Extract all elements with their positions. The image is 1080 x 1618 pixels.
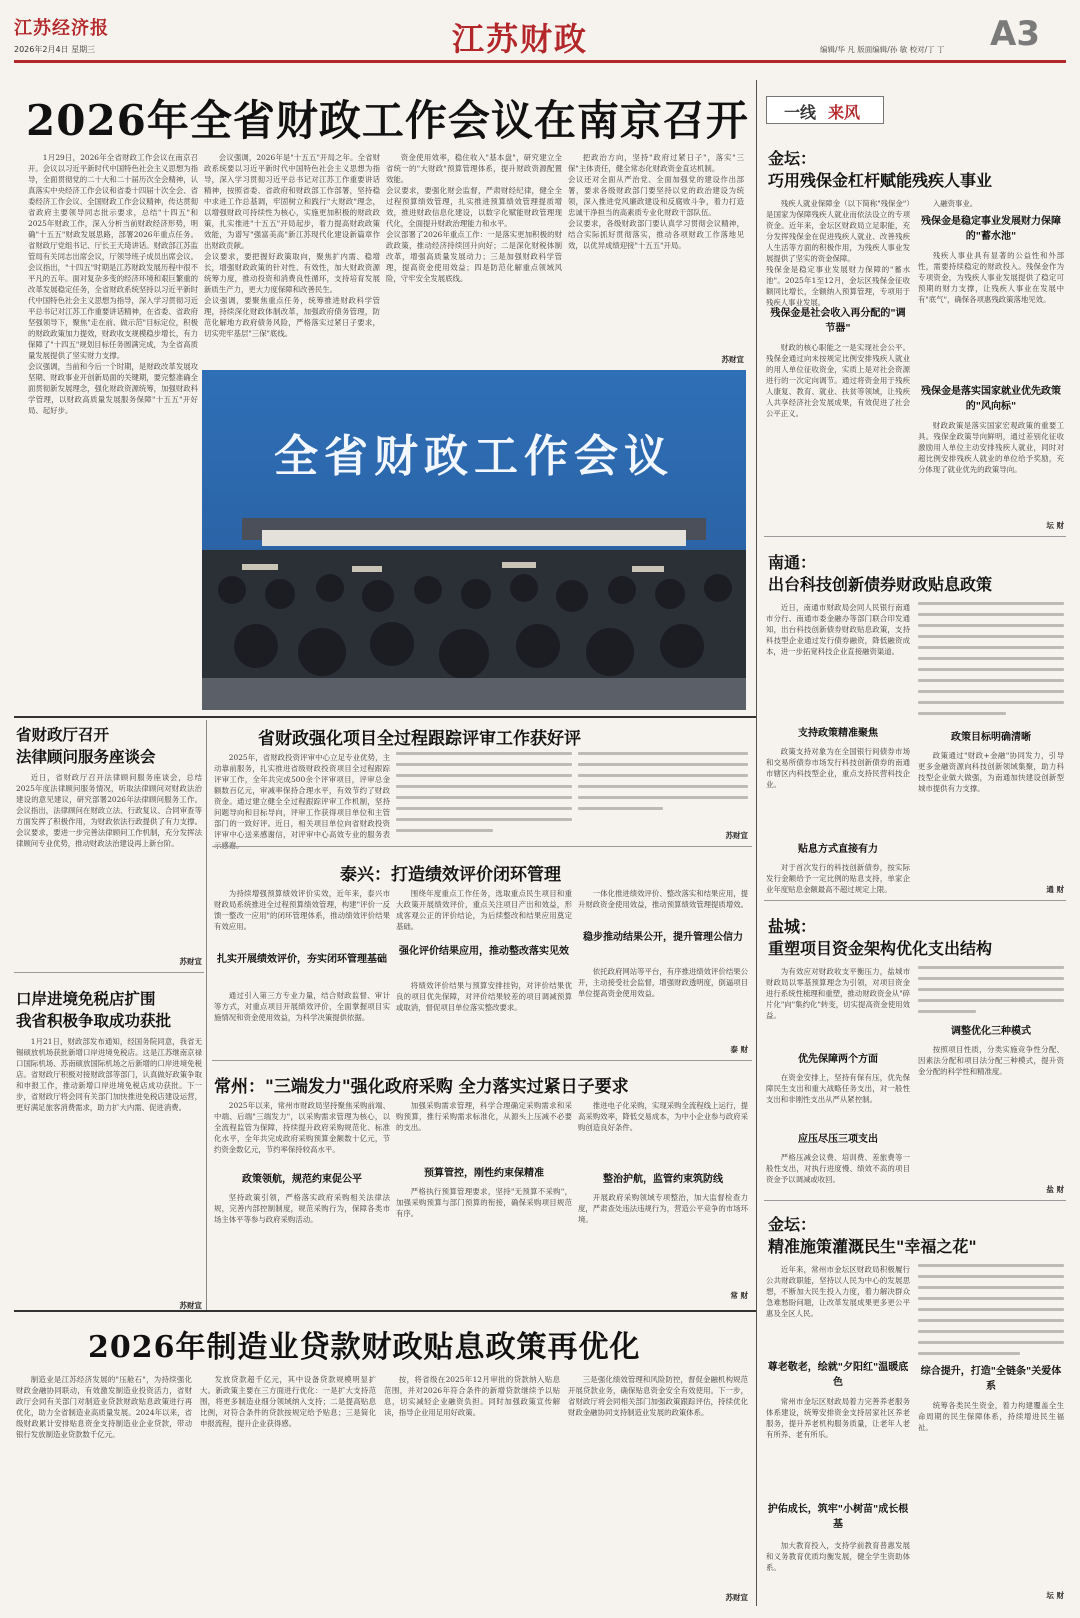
r3-body-d: 按照项目性质，分类实施竞争性分配、因素法分配和项目法分配三种模式，提升资金分配的科学性和精准度。 bbox=[918, 1045, 1064, 1076]
mid2-byline: 泰 财 bbox=[730, 1045, 748, 1054]
ml-story1-body bbox=[16, 772, 202, 956]
lead-col-1 bbox=[28, 152, 198, 708]
r3-body-b: 在资金安排上，坚持有保有压，优先保障民生支出和重大战略任务支出，对一般性支出和非刚性支出从严从紧控制。 bbox=[766, 1073, 910, 1104]
mid2-sub-2-text: 强化评价结果应用，推动整改落实见效 bbox=[399, 946, 569, 957]
lead-col-3 bbox=[386, 152, 562, 367]
r2-sub-1: 支持政策精准聚焦 bbox=[798, 728, 878, 739]
right-rail-divider bbox=[756, 80, 757, 1606]
r2-col-2b bbox=[918, 750, 1064, 880]
r4-col-2-filler bbox=[918, 1264, 1064, 1355]
mid2-title: 泰兴：打造绩效评价闭环管理 bbox=[340, 865, 561, 885]
lead-col-4 bbox=[568, 152, 744, 352]
conference-photo bbox=[202, 370, 746, 710]
kicker-pre: 一线 bbox=[784, 103, 817, 122]
r2-col-2 bbox=[918, 602, 1064, 722]
mid3-col-1b-text: 坚持政策引领，严格落实政府采购相关法律法规，完善内部控制制度，规范采购行为，保障各类市场主体平等参与政府采购活动。 bbox=[214, 1193, 390, 1224]
r4-body-b: 常州市金坛区财政局着力完善养老服务体系建设，统筹安排资金支持居家社区养老服务，提升养老机构服务质量，让老年人老有所养、老有所乐。 bbox=[766, 1397, 910, 1439]
ml-story2-body bbox=[16, 1036, 202, 1296]
mid3-col-3-text: 推进电子化采购，实现采购全流程线上运行，提高采购效率，降低交易成本，为中小企业参与政府采购创造良好条件。 bbox=[578, 1101, 749, 1132]
r1-title-2: 巧用残保金杠杆赋能残疾人事业 bbox=[768, 171, 993, 190]
r4-title-1: 金坛： bbox=[768, 1215, 817, 1234]
mid3-col-1-text: 2025年以来，常州市财政局坚持聚焦采购前端、中端、后端"三端发力"，以采购需求管理为核心，以全流程监管为保障，持续提升政府采购规范化、标准化水平，全年共完成政府采购预算金额数十亿元，节约资金数亿元，节约率保持较高水平。 bbox=[214, 1101, 390, 1154]
r3-sub-3: 调整优化三种模式 bbox=[951, 1026, 1031, 1037]
r1-col-1 bbox=[766, 198, 910, 307]
bottom-col-3 bbox=[384, 1374, 560, 1602]
r3-body-c: 严格压减会议费、培训费、差旅费等一般性支出，对执行进度慢、绩效不高的项目资金予以调减或收回。 bbox=[766, 1153, 910, 1184]
ml-story1-byline: 苏财宣 bbox=[179, 957, 202, 966]
mid2-col-2-text: 围绕年度重点工作任务，选取重点民生项目和重大政策开展绩效评价，重点关注项目产出和效益，形成客观公正的评价结论，为后续整改和结果应用奠定基础。 bbox=[396, 889, 572, 931]
mid2-col-2b-text: 将绩效评价结果与预算安排挂钩，对评价结果优良的项目优先保障，对评价结果较差的项目调减预算或取消，督促项目单位落实整改要求。 bbox=[396, 981, 572, 1012]
mid2-col-3 bbox=[578, 888, 748, 928]
r2-sub-2: 贴息方式直接有力 bbox=[798, 844, 878, 855]
r1-body-d: 残疾人事业具有显著的公益性和外部性，需要持续稳定的财政投入。残保金作为专项资金，为残疾人事业发展提供了稳定可预期的财力支撑，让残疾人事业在发展中有"底气"，确保各项惠残政策落地见效。 bbox=[918, 251, 1064, 304]
r3-col-1c bbox=[766, 1152, 910, 1186]
bottom-col-2 bbox=[200, 1374, 376, 1602]
r2-byline: 通 财 bbox=[1046, 885, 1064, 894]
mid1-rule bbox=[212, 846, 752, 847]
r1-sub-2-text: 残保金是稳定事业发展财力保障的"蓄水池" bbox=[921, 216, 1061, 242]
r2-col-1b bbox=[766, 746, 910, 836]
bottom-section-rule bbox=[14, 1310, 756, 1312]
mid2-col-1 bbox=[214, 888, 390, 948]
r3-title-2: 重塑项目资金架构优化支出结构 bbox=[768, 939, 993, 958]
mid3-col-2b-text: 严格执行预算管理要求，坚持"无预算不采购"，加强采购预算与部门预算的衔接，确保采购项目规范有序。 bbox=[396, 1187, 572, 1218]
r4-sub-3-text: 综合提升，打造"全链条"关爱体系 bbox=[920, 1366, 1062, 1392]
r1-sub-3-text: 残保金是落实国家就业优先政策的"风向标" bbox=[921, 386, 1061, 412]
r1-bottom-rule bbox=[764, 536, 1066, 537]
mid3-col-1 bbox=[214, 1100, 390, 1168]
r4-sub-2-text: 护佑成长，筑牢"小树苗"成长根基 bbox=[767, 1504, 909, 1530]
section-title: 江苏财政 bbox=[452, 20, 589, 58]
mid2-sub-3 bbox=[578, 930, 748, 945]
mid1-col-3 bbox=[578, 752, 748, 828]
r2-body-a: 近日，南通市财政局会同人民银行南通市分行、南通市委金融办等部门联合印发通知，出台科技创新债券财政贴息政策，支持科技型企业通过发行债券融资，降低融资成本，进一步拓宽科技企业直接融资渠道。 bbox=[766, 603, 910, 656]
ml-story1-text: 近日，省财政厅召开法律顾问服务座谈会，总结2025年度法律顾问服务情况，听取法律顾问对财政法治建设的意见建议，研究部署2026年法律顾问服务工作。会议指出，法律顾问在财政立法、行政复议、合同审查等方面发挥了积极作用，为财政依法行政提供了有力支撑。会议要求，要进一步完善法律顾问工作机制，充分发挥法律顾问专业优势，推动财政法治建设再上新台阶。 bbox=[16, 773, 202, 848]
r2-title-1: 南通： bbox=[768, 553, 817, 572]
lead-bottom-rule bbox=[14, 716, 756, 718]
r2-body-d: 政策通过"财政+金融"协同发力，引导更多金融资源向科技创新领域集聚，助力科技型企业做大做强，为南通加快建设创新型城市提供有力支撑。 bbox=[918, 751, 1064, 793]
mid2-col-3-text: 一体化推进绩效评价、整改落实和结果应用，提升财政资金使用效益，推动预算绩效管理提质增效。 bbox=[578, 889, 749, 909]
r3-col-2 bbox=[918, 966, 1064, 1018]
bottom-col-4 bbox=[568, 1374, 748, 1588]
mid1-col-2 bbox=[396, 752, 572, 840]
mid2-col-2b bbox=[396, 980, 572, 1054]
photo-rostrum-table bbox=[262, 530, 686, 546]
mid3-sub-2: 预算管控，刚性约束保精准 bbox=[424, 1168, 544, 1179]
masthead bbox=[0, 0, 1080, 70]
r4-col-1c bbox=[766, 1540, 910, 1600]
r2-body-b: 政策支持对象为在全国银行间债券市场和交易所债券市场发行科技创新债券的南通市辖区内科技型企业，重点支持民营科技企业。 bbox=[766, 747, 910, 789]
mid3-col-3b-text: 开展政府采购领域专项整治，加大监督检查力度，严肃查处违法违规行为，营造公平竞争的市场环境。 bbox=[578, 1193, 748, 1224]
r1-body-b: 财政的核心职能之一是实现社会公平。残保金通过向未按规定比例安排残疾人就业的用人单位征收资金，实质上是对社会资源进行的一次定向调节。通过将资金用于残疾人康复、教育、就业、扶贫等领域，让残疾人共享经济社会发展成果，有效促进了社会公平正义。 bbox=[766, 343, 910, 418]
bottom-byline: 苏财宣 bbox=[725, 1593, 748, 1602]
mid3-title: 常州："三端发力"强化政府采购 全力落实过紧日子要求 bbox=[214, 1077, 629, 1097]
mid3-byline: 常 财 bbox=[730, 1291, 748, 1300]
r2-sub-3: 政策目标明确清晰 bbox=[951, 732, 1031, 743]
r2-bottom-rule bbox=[764, 900, 1066, 901]
mid3-col-2-text: 加强采购需求管理，科学合理确定采购需求和采购预算，推行采购需求标准化，从源头上压减不必要的支出。 bbox=[396, 1101, 572, 1132]
mid3-col-2b bbox=[396, 1186, 572, 1288]
r4-col-2 bbox=[918, 1264, 1064, 1360]
r4-col-2b bbox=[918, 1400, 1064, 1584]
photo-audience bbox=[202, 550, 746, 710]
r1-body-c: 入融资事业。 bbox=[932, 199, 978, 208]
mid-left-divider bbox=[206, 720, 207, 1310]
r4-sub-2 bbox=[766, 1502, 910, 1532]
mid1-body: 2025年，省财政投资评审中心立足专业优势，主动靠前服务，扎实推进省级财政投资项目全过程跟踪评审工作，全年共完成500余个评审项目，评审总金额数百亿元，审减率保持合理水平，有效节约了财政资金。通过建立健全全过程跟踪评审工作机制，坚持问题导向和目标导向，评审工作获得项目单位和主管部门的一致好评。近日，相关项目单位向省财政投资评审中心送来感谢信，对评审中心高效专业的服务表 bbox=[214, 753, 390, 839]
mid3-sub-3: 整治护航，监管约束筑防线 bbox=[603, 1174, 723, 1185]
r1-body-a: 残疾人就业保障金（以下简称"残保金"）是国家为保障残疾人就业而依法设立的专项资金。近年来，金坛区财政局立足职能，充分发挥残保金在促进残疾人就业、改善残疾人生活等方面的积极作用，为残疾人事业发展提供了坚实的资金保障。 残保金是稳定事业发展财力保障的"蓄水池"。2025年1至12月，金坛区残保金征收额同比增长，全额纳入预算管理，专项用于残疾人事业发展。 bbox=[766, 199, 910, 307]
ml-story2-text: 1月21日，财政部发布通知，经国务院同意，我省无锡硕放机场获批新增口岸进境免税店。这是江苏继南京禄口国际机场、苏南硕放国际机场之后新增的口岸进境免税店。省财政厅积极对接财政部等部门，认真做好政策争取和申报工作，推动新增口岸进境免税店成功获批。下一步，省财政厅将会同有关部门加快推进免税店建设运营，更好满足旅客消费需求，助力扩大内需、促进消费。 bbox=[16, 1037, 202, 1112]
r4-sub-1 bbox=[766, 1360, 910, 1390]
masthead-rule bbox=[14, 60, 1066, 63]
r4-body-c: 加大教育投入，支持学前教育普惠发展和义务教育优质均衡发展，健全学生资助体系。 bbox=[766, 1541, 910, 1572]
lead-col-4-text: 把政治方向，坚持"政府过紧日子"，落实"三保"主体责任，健全常态化财政资金直达机制。 会议还对全面从严治党、全面加强党的建设作出部署，要求各级财政部门要坚持以党的政治建设为统领，深入推进党风廉政建设和反腐败斗争，着力打造忠诚干净担当的高素质专业化财政干部队伍。 会议要求，各级财政部门要认真学习贯彻会议精神，结合实际抓好贯彻落实，推动各项财政工作落地见效，以优异成绩迎接"十五五"开局。 bbox=[568, 153, 744, 250]
kicker-post: 来风 bbox=[828, 103, 861, 122]
r1-sub-3 bbox=[918, 384, 1064, 414]
mid1-col-1 bbox=[214, 752, 390, 840]
mid3-col-2 bbox=[396, 1100, 572, 1156]
r1-col-1b bbox=[766, 342, 910, 522]
r3-sub-1: 优先保障两个方面 bbox=[798, 1054, 878, 1065]
ml-story1-title: 省财政厅召开 法律顾问服务座谈会 bbox=[16, 726, 156, 766]
r1-sub-2 bbox=[918, 214, 1064, 244]
mid2-col-1b bbox=[214, 990, 390, 1054]
mid3-sub-1: 政策领航，规范约束促公平 bbox=[242, 1174, 362, 1185]
r4-sub-3 bbox=[918, 1364, 1064, 1394]
r4-body-a: 近年来，常州市金坛区财政局积极履行公共财政职能，坚持以人民为中心的发展思想，不断加大民生投入力度，着力解决群众急难愁盼问题，让改革发展成果更多更公平惠及全区人民。 bbox=[766, 1265, 910, 1318]
mid3-col-3b bbox=[578, 1192, 748, 1284]
lead-byline: 苏财宣 bbox=[721, 355, 744, 364]
bottom-headline: 2026年制造业贷款财政贴息政策再优化 bbox=[88, 1330, 641, 1365]
mid2-sub-1-text: 扎实开展绩效评价，夯实闭环管理基础 bbox=[217, 954, 387, 965]
r1-col-2c bbox=[918, 420, 1064, 520]
date-line: 2026年2月4日 星期三 bbox=[14, 45, 96, 54]
mid2-col-3b-text: 依托政府网站等平台，有序推进绩效评价结果公开，主动接受社会监督，增强财政透明度，倒逼项目单位提高资金使用效益。 bbox=[578, 967, 749, 998]
bottom-col-3-text: 按，将省级在2025年12月审批的贷款纳入贴息范围，并对2026年符合条件的新增贷款继续予以贴息，切实减轻企业融资负担。同时加强政策宣传解读，指导企业用足用好政策。 bbox=[384, 1375, 560, 1417]
editors-line: 编辑/华 凡 版面编辑/孙 敏 校对/丁 丁 bbox=[820, 45, 945, 54]
photo-banner-text: 全省财政工作会议 bbox=[274, 431, 674, 482]
r1-byline: 坛 财 bbox=[1046, 521, 1064, 530]
r3-sub-2: 应压尽压三项支出 bbox=[798, 1134, 878, 1145]
mid2-col-1-text: 为持续增强预算绩效评价实效，近年来，泰兴市财政局系统推进全过程预算绩效管理，构建"评价一反馈一整改一应用"的闭环管理体系，推动绩效评价结果有效应用。 bbox=[214, 889, 390, 931]
r1-sub-1 bbox=[766, 306, 910, 336]
mid2-col-2 bbox=[396, 888, 572, 940]
lead-col-2-text: 会议强调，2026年是"十五五"开局之年。全省财政系统要以习近平新时代中国特色社会主义思想为指导，深入学习贯彻习近平总书记对江苏工作重要讲话精神，按照省委、省政府和财政部工作部署，坚持稳中求进工作总基调，牢固树立和践行"大财政"理念，以增强财政可持续性为核心，实施更加积极的财政政策，扎实推进"十五五"开局起步，着力提高财政政策效能，为谱写"强富美高"新江苏现代化建设新篇章作出财政贡献。 会议要求，要把握好政策取向，聚焦扩内需、稳增长，增强财政政策的针对性、有效性，加大财政资源统筹力度，推动投资和消费良性循环，支持培育发展新质生产力，更大力度保障和改善民生。 会议强调，要聚焦重点任务，统筹推进财政科学管理，持续深化财政体制改革，加强政府债务管理，防范化解地方政府债务风险，严格落实过紧日子要求，切实兜牢基层"三保"底线。 bbox=[204, 153, 380, 338]
r4-title-2: 精准施策灌溉民生"幸福之花" bbox=[768, 1237, 977, 1256]
lead-headline: 2026年全省财政工作会议在南京召开 bbox=[26, 96, 749, 145]
mid1-title: 省财政强化项目全过程跟踪评审工作获好评 bbox=[258, 729, 581, 749]
mid1-col-2-filler bbox=[396, 752, 572, 832]
r4-body-d: 统筹各类民生资金，着力构建覆盖全生命周期的民生保障体系，持续增进民生福祉。 bbox=[918, 1401, 1064, 1432]
r2-col-2-filler bbox=[918, 602, 1064, 715]
ml-story2-title: 口岸进境免税店扩围 我省积极争取成功获批 bbox=[16, 990, 172, 1030]
r3-bottom-rule bbox=[764, 1200, 1066, 1201]
mid2-sub-3-text: 稳步推动结果公开，提升管理公信力 bbox=[583, 932, 743, 943]
r4-col-1b bbox=[766, 1396, 910, 1496]
mid1-byline: 苏财宣 bbox=[725, 831, 748, 840]
mid3-col-3 bbox=[578, 1100, 748, 1168]
lead-col-3-text: 资金使用效率，稳住收入"基本盘"，研究建立全省统一的"大财政"预算管理体系，提升财政资源配置效能。 会议要求，要强化财会监督，严肃财经纪律，健全全过程预算绩效管理，扎实推进预算绩效管理提质增效，推进财政信息化建设，以数字化赋能财政管理现代化，全面提升财政治理能力和水平。 会议部署了2026年重点工作：一是落实更加积极的财政政策，推动经济持续回升向好；二是深化财税体制改革，增强高质量发展动力；三是加强财政科学管理，提高资金使用效益；四是防范化解重点领域风险，守牢安全发展底线。 bbox=[386, 153, 562, 283]
r1-body-e: 财政政策是落实国家宏观政策的重要工具。残保金政策导向鲜明，通过差别化征收激励用人单位主动安排残疾人就业，同时对超比例安排残疾人就业的单位给予奖励，充分体现了就业优先的政策导向。 bbox=[918, 421, 1064, 474]
r3-col-2b bbox=[918, 1044, 1064, 1180]
bottom-col-1-text: 制造业是江苏经济发展的"压舱石"，为持续强化财政金融协同联动，有效激发制造业投资活力，省财政厅会同有关部门对制造业贷款财政贴息政策进行再优化，助力全省制造业高质量发展。2024年以来，省级财政累计安排贴息资金支持制造业企业贷款，带动银行发放制造业贷款数千亿元。 bbox=[16, 1375, 192, 1439]
mid3-col-1b bbox=[214, 1192, 390, 1288]
r2-col-1 bbox=[766, 602, 910, 722]
r3-title-1: 盐城： bbox=[768, 917, 817, 936]
r2-body-c: 对于首次发行的科技创新债券，按实际发行金额给予一定比例的贴息支持，单家企业年度贴息金额最高不超过规定上限。 bbox=[766, 863, 910, 894]
r3-col-1 bbox=[766, 966, 910, 1046]
mid2-rule bbox=[212, 1060, 752, 1061]
r3-body-a: 为有效应对财政收支平衡压力，盐城市财政局以零基预算理念为引领，对项目资金进行系统性梳理和重塑，推动财政资金从"碎片化"向"集约化"转变，切实提高资金使用效益。 bbox=[766, 967, 910, 1020]
mid2-col-3b bbox=[578, 966, 748, 1042]
paper-name: 江苏经济报 bbox=[14, 18, 109, 39]
mid2-sub-1 bbox=[214, 952, 390, 967]
r4-byline: 坛 财 bbox=[1046, 1591, 1064, 1600]
bottom-col-4-text: 三是强化绩效管理和风险防控，督促金融机构规范开展贷款业务，确保贴息资金安全有效使用。下一步，省财政厅将会同相关部门加强政策跟踪评估，持续优化财政金融协同支持制造业发展的政策体系。 bbox=[568, 1375, 748, 1417]
r4-sub-1-text: 尊老敬老，绘就"夕阳红"温暖底色 bbox=[767, 1362, 909, 1388]
ml-story2-byline: 苏财宣 bbox=[179, 1301, 202, 1310]
r3-col-1b bbox=[766, 1072, 910, 1128]
r3-col-2-filler bbox=[918, 966, 1064, 1013]
lead-col-2 bbox=[204, 152, 380, 367]
mid2-col-1b-text: 通过引入第三方专业力量，结合财政监督、审计等方式，对重点项目开展绩效评价，全面掌握项目实施情况和资金使用效益，为科学决策提供依据。 bbox=[214, 991, 390, 1022]
page-number: A3 bbox=[990, 14, 1040, 54]
r1-title-1: 金坛： bbox=[768, 149, 817, 168]
r1-col-2a bbox=[918, 198, 1064, 212]
bottom-col-1 bbox=[16, 1374, 192, 1602]
mid1-col-3-filler bbox=[578, 752, 748, 810]
r1-col-2b bbox=[918, 250, 1064, 374]
mid2-sub-2 bbox=[396, 944, 572, 959]
ml-story1-rule bbox=[14, 972, 204, 973]
r1-sub-1-text: 残保金是社会收入再分配的"调节器" bbox=[770, 308, 906, 334]
bottom-col-2-text: 发放贷款超千亿元，其中设备贷款规模明显扩大。新政策主要在三方面进行优化：一是扩大支持范围，将更多制造业细分领域纳入支持；二是提高贴息比例，对符合条件的贷款按规定给予贴息；三是简化申报流程，提升企业获得感。 bbox=[200, 1375, 376, 1428]
r2-col-1c bbox=[766, 862, 910, 896]
r3-byline: 盐 财 bbox=[1046, 1185, 1064, 1194]
r4-col-1 bbox=[766, 1264, 910, 1354]
r2-title-2: 出台科技创新债券财政贴息政策 bbox=[768, 575, 993, 594]
lead-col-1-text: 1月29日，2026年全省财政工作会议在南京召开。会议以习近平新时代中国特色社会主义思想为指导，全面贯彻党的二十大和二十届历次全会精神，认真落实中央经济工作会议和省委十四届十次全会、省委经济工作会议、全国财政工作会议精神，传达贯彻省政府主要领导同志批示要求，总结"十四五"和2025年财政工作，深入分析当前财政经济形势，明确"十五五"财政发展思路，部署2026年重点任务。省财政厅党组书记、厅长王天琦讲话。财政部江苏监管局有关同志出席会议，厅领导班子成员出席会议。 会议指出，"十四五"时期是江苏财政发展历程中很不平凡的五年。面对复杂多变的经济环境和艰巨繁重的改革发展稳定任务，全省财政系统坚持以习近平新时代中国特色社会主义思想为指导，深入学习贯彻习近平总书记对江苏工作重要讲话精神，在省委、省政府坚强领导下，聚焦"走在前、做示范"目标定位，积极的财政政策加力提效，财政收支规模稳步增长，有力保障了"十四五"规划目标任务圆满完成，为全省高质量发展提供了坚实财力支撑。 会议强调，当前和今后一个时期，是财政改革发展攻坚期、财政事业开创新局面的关键期，要完整准确全面贯彻新发展理念，强化财政资源统筹，加强财政科学管理，以财政高质量发展服务保障"十五五"开好局、起好步。 bbox=[28, 153, 198, 415]
right-kicker bbox=[766, 92, 1066, 132]
